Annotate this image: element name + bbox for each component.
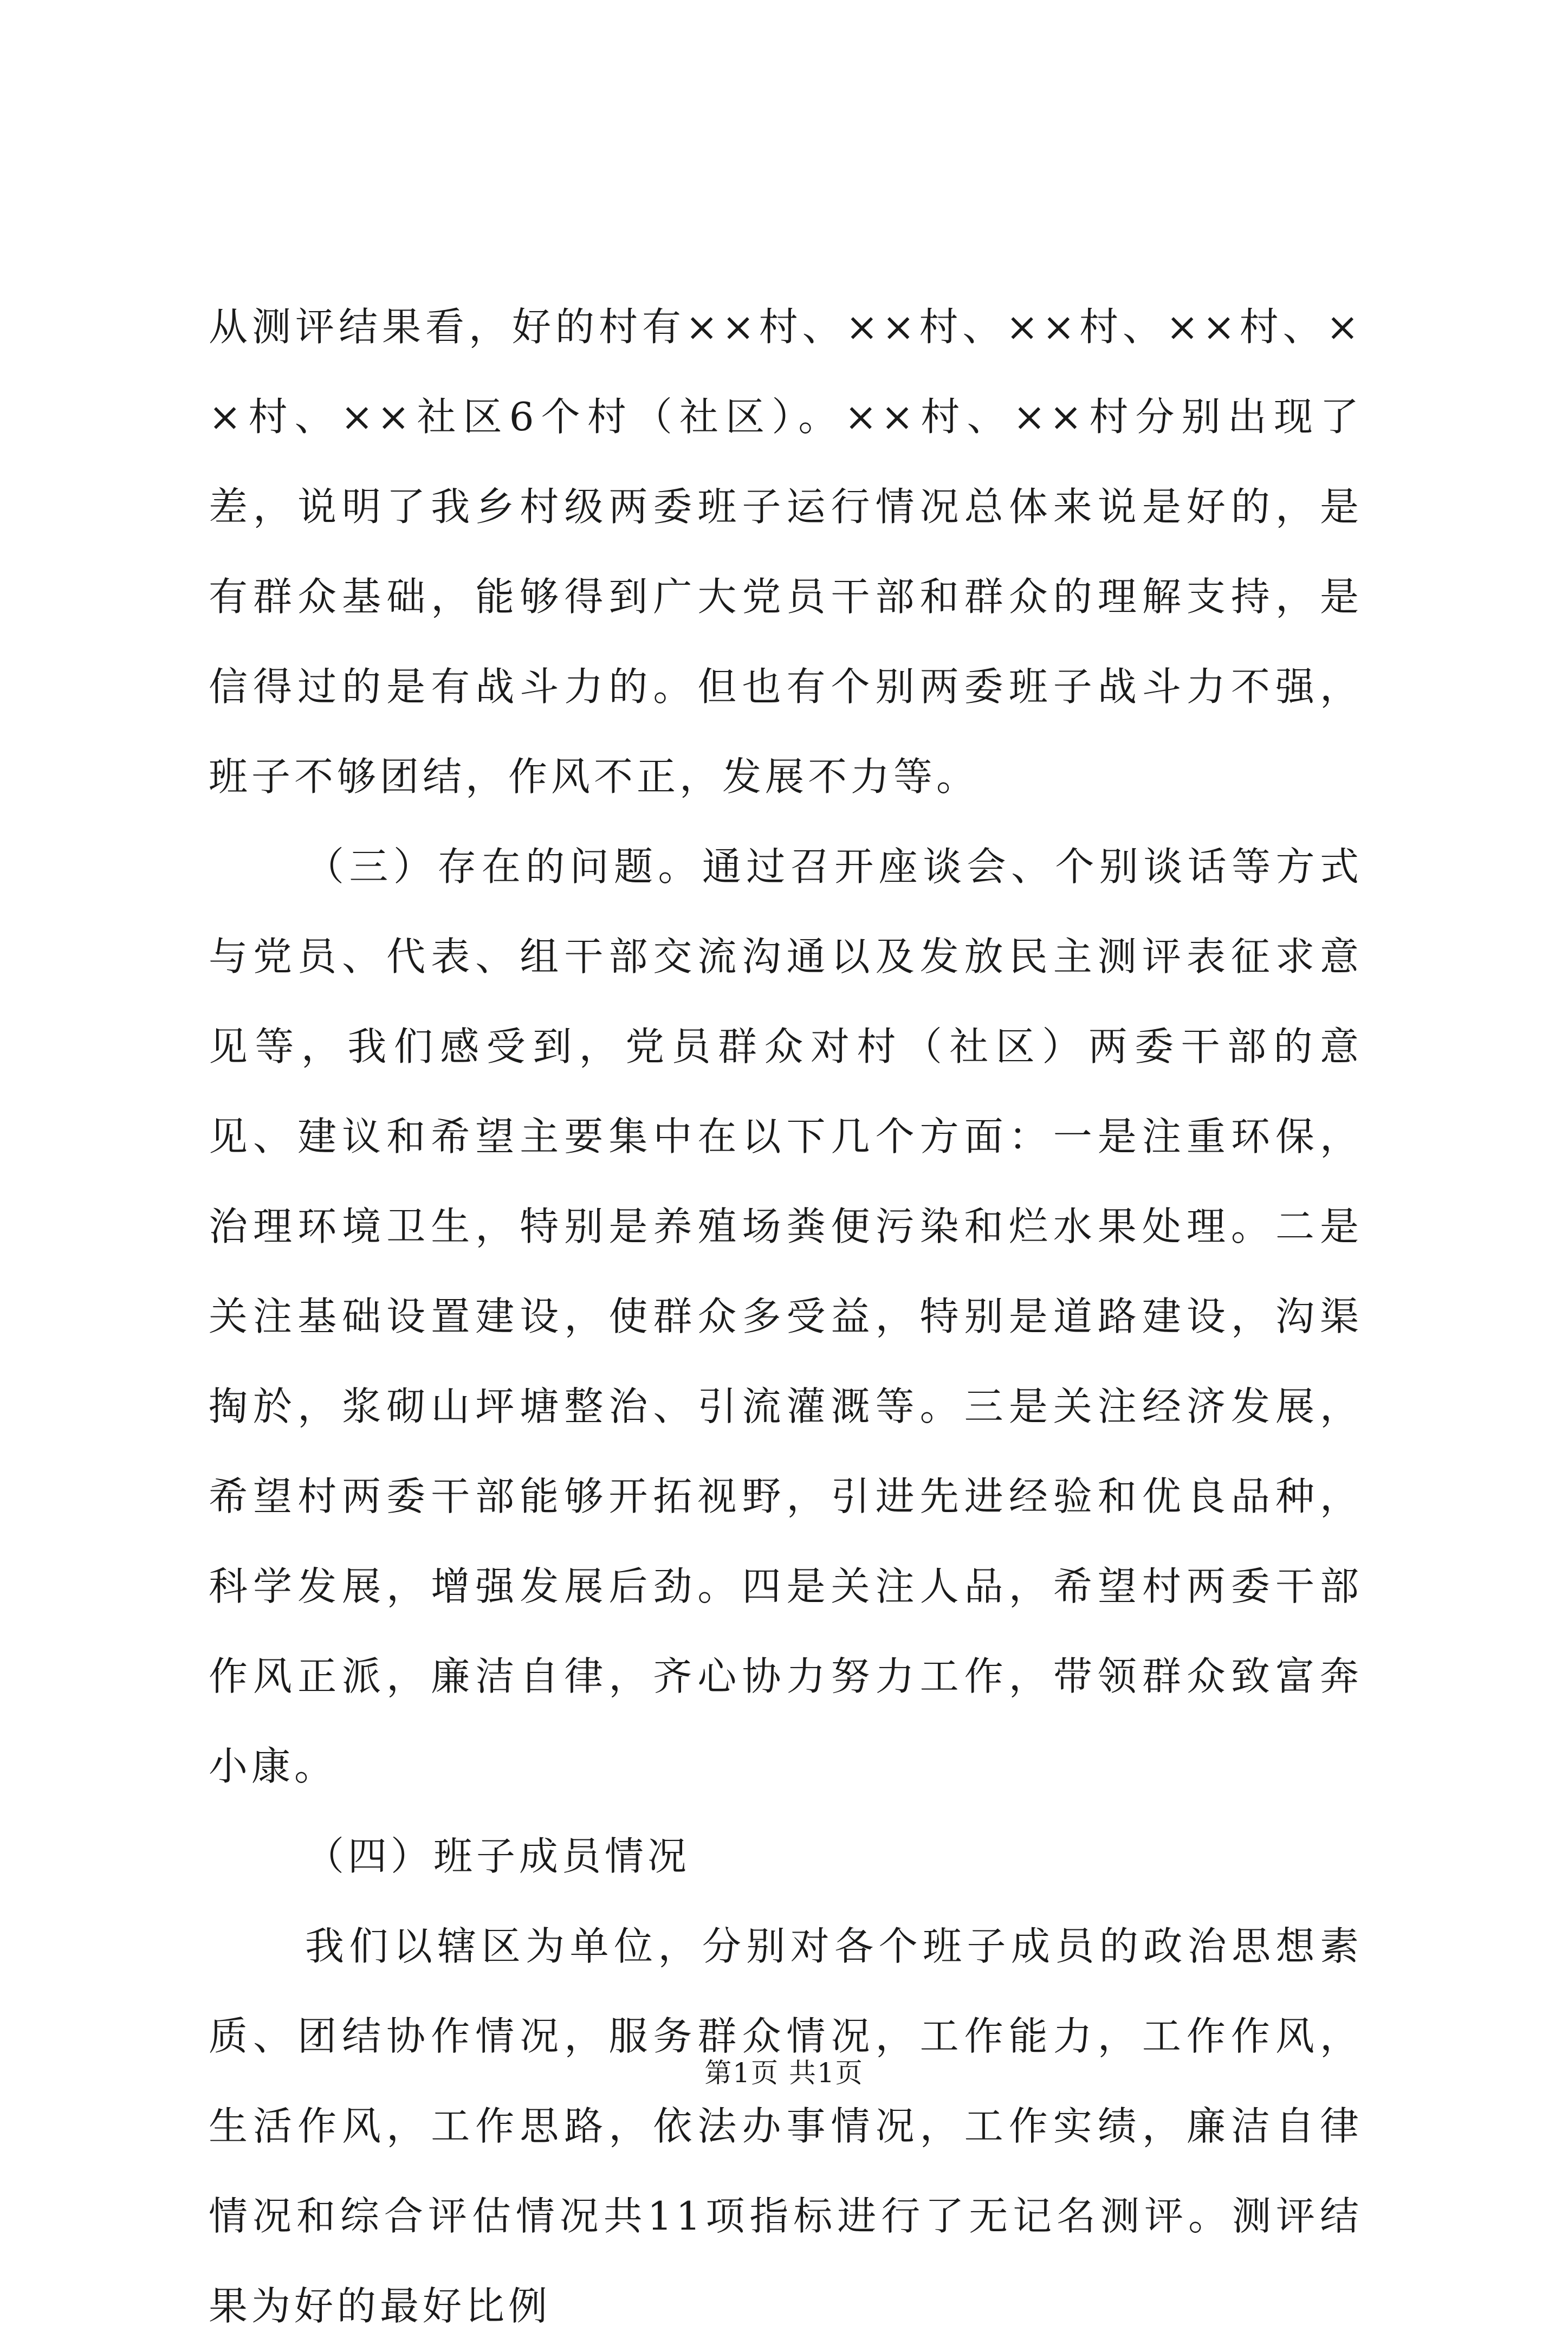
paragraph-existing-problems: （三）存在的问题。通过召开座谈会、个别谈话等方式与党员、代表、组干部交流沟通以及发放民主测评表征求意见等，我们感受到，党员群众对村（社区）两委干部的意见、建议和希望主要集中在以下几个方面：一是注重环保，治理环境卫生，特别是养殖场粪便污染和烂水果处理。二是关注基础设置建设，使群众多受益，特别是道路建设，沟渠掏於，浆砌山坪塘整治、引流灌溉等。三是关注经济发展，希望村两委干部能够开拓视野，引进先进经验和优良品种，科学发展，增强发展后劲。四是关注人品，希望村两委干部作风正派，廉洁自律，齐心协力努力工作，带领群众致富奔小康。 <box>209 844 1363 1789</box>
paragraph-evaluation-results: 从测评结果看，好的村有××村、××村、××村、××村、××村、××社区6个村（社区）。××村、××村分别出现了差，说明了我乡村级两委班子运行情况总体来说是好的，是有群众基础，能够得到广大党员干部和群众的理解支持，是信得过的是有战斗力的。但也有个别两委班子战斗力不强，班子不够团结，作风不正，发展不力等。 <box>209 304 1363 799</box>
page-footer: 第1页 共1页 <box>704 2057 864 2089</box>
section-heading-team-members: （四）班子成员情况 <box>305 1833 691 1879</box>
paragraph-team-members-evaluation: 我们以辖区为单位，分别对各个班子成员的政治思想素质、团结协作情况，服务群众情况，工作能力，工作作风，生活作风，工作思路，依法办事情况，工作实绩，廉洁自律情况和综合评估情况共11项指标进行了无记名测评。测评结果为好的最好比例 <box>209 1923 1363 2329</box>
document-body <box>209 282 1363 2351</box>
